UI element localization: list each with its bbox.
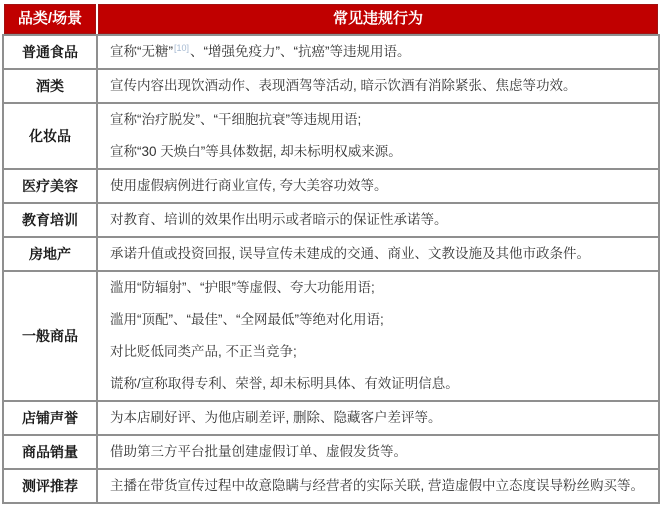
table-row-alcohol: [3, 69, 659, 103]
violation-line: 滥用“防辐射”、“护眼”等虚假、夸大功能用语;: [110, 280, 375, 295]
violation-line: 谎称/宣称取得专利、荣誉, 却未标明具体、有效证明信息。: [110, 376, 459, 391]
category-cell: 酒类: [3, 69, 97, 103]
category-cell: 商品销量: [3, 435, 97, 469]
violations-cell: [97, 469, 659, 503]
table-row-shop-reputation: [3, 401, 659, 435]
violation-line: 承诺升值或投资回报, 误导宣传未建成的交通、商业、文教设施及其他市政条件。: [110, 246, 591, 261]
table-row-review-recommendation: [3, 469, 659, 503]
header-row: [3, 3, 659, 35]
violations-cell: [97, 203, 659, 237]
category-cell: 化妆品: [3, 103, 97, 169]
violation-line: 宣传内容出现饮酒动作、表现酒驾等活动, 暗示饮酒有消除紧张、焦虑等功效。: [110, 78, 577, 93]
table-row-medical-beauty: [3, 169, 659, 203]
violations-cell: [97, 271, 659, 401]
violation-text: 宣称“无糖”: [110, 44, 173, 59]
violation-line: 为本店刷好评、为他店刷差评, 删除、隐藏客户差评等。: [110, 410, 442, 425]
category-cell: 普通食品: [3, 35, 97, 69]
violation-text: 、“增强免疫力”、“抗癌”等违规用语。: [190, 44, 411, 59]
violations-cell: [97, 237, 659, 271]
footnote-ref-10[interactable]: [10]: [174, 42, 190, 53]
violation-line: 滥用“顶配”、“最佳”、“全网最低”等绝对化用语;: [110, 312, 384, 327]
violations-cell: [97, 35, 659, 69]
table-row-sales-volume: [3, 435, 659, 469]
violation-line: 宣称“治疗脱发”、“干细胞抗衰”等违规用语;: [110, 112, 362, 127]
violation-line: 宣称“30 天焕白”等具体数据, 却未标明权威来源。: [110, 144, 402, 159]
violation-line: [110, 42, 646, 62]
category-cell: 教育培训: [3, 203, 97, 237]
table-row-general-goods: [3, 271, 659, 401]
category-cell: 一般商品: [3, 271, 97, 401]
violation-line: 使用虚假病例进行商业宣传, 夸大美容功效等。: [110, 178, 388, 193]
table-row-education-training: [3, 203, 659, 237]
header-category: 品类/场景: [3, 3, 97, 35]
category-cell: 房地产: [3, 237, 97, 271]
table-row-ordinary-food: [3, 35, 659, 69]
violation-line: 对教育、培训的效果作出明示或者暗示的保证性承诺等。: [110, 212, 448, 227]
table-row-real-estate: [3, 237, 659, 271]
violations-cell: [97, 169, 659, 203]
violations-cell: [97, 401, 659, 435]
violations-cell: [97, 435, 659, 469]
category-cell: 医疗美容: [3, 169, 97, 203]
violations-table: [2, 2, 660, 504]
violations-cell: [97, 69, 659, 103]
violation-line: 主播在带货宣传过程中故意隐瞒与经营者的实际关联, 营造虚假中立态度误导粉丝购买等。: [110, 478, 645, 493]
header-violations: 常见违规行为: [97, 3, 659, 35]
category-cell: 测评推荐: [3, 469, 97, 503]
category-cell: 店铺声誉: [3, 401, 97, 435]
violation-line: 借助第三方平台批量创建虚假订单、虚假发货等。: [110, 444, 407, 459]
table-row-cosmetics: [3, 103, 659, 169]
violations-cell: [97, 103, 659, 169]
violation-line: 对比贬低同类产品, 不正当竞争;: [110, 344, 297, 359]
